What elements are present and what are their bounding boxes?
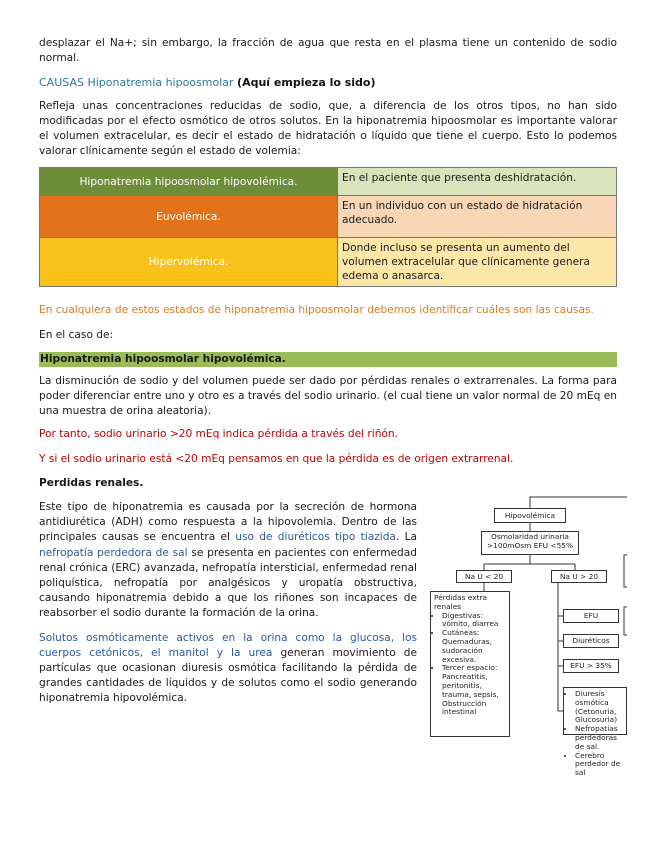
hiponatremia-flowchart [427,491,627,778]
cause-heading-label: CAUSAS Hiponatremia hipoosmolar [39,76,234,90]
document-page [39,36,621,778]
solutes-highlight: Solutos osmóticamente activos en la orina como la glucosa, los cuerpos cetónicos, el manitol y la urea [39,631,417,659]
renal-section [39,500,621,778]
table-row [40,196,617,238]
volemia-state: Hiponatremia hipoosmolar hipovolémica. [40,168,338,196]
cause-heading-note: (Aquí empieza lo sido) [237,76,376,90]
table-row [40,238,617,287]
volemia-description: Donde incluso se presenta un aumento del volumen extracelular que clínicamente genera edema o anasarca. [338,238,617,287]
hipovolemica-box: Hipovolémica [494,508,566,523]
cause-heading [39,75,617,90]
extrarenal-title: Pérdidas extra renales [434,593,488,611]
volemia-description: En el paciente que presenta deshidratación. [338,168,617,196]
case-intro: En el caso de: [39,328,114,341]
renal-text: Este tipo de hiponatremia es causada por la secreción de hormona antidiurética (ADH) como respuesta a la hipovolemia. Dentro de las principales causas se encuentra el [39,501,417,544]
diuretics-highlight: uso de diuréticos tipo tiazida [235,531,396,544]
renal-loss-line: Por tanto, sodio urinario >20 mEq indica pérdida a través del riñón. [39,428,398,441]
decrease-paragraph: La disminución de sodio y del volumen puede ser dado por pérdidas renales o extrarrenales. La forma para poder diferenciar entre uno y otro es a través del sodio urinario. (el cual tiene un valor normal de 20 mEq en una muestra de orina aleatoria). [39,374,617,418]
renal-causes-box [563,687,627,778]
volemia-state: Euvolémica. [40,196,338,238]
list-item: • Cutáneas: Quemaduras, sudoración excesiva. [442,629,506,664]
table-row [40,168,617,196]
volemia-table [39,167,617,287]
renal-text: se presenta en pacientes con enfermedad renal crónica (ERC) avanzada, nefropatía intersticial, enfermedad renal poliquística, nefropatía por analgésicos y uropatía obstructiva, causando hiponatremia debido a que los riñones son incapaces de reabsorber el sodio durante la formación de la orina. [39,546,417,620]
list-item: • Cerebro perdedor de sal [575,752,623,778]
renal-text: . La [395,531,417,544]
efu-box: EFU [563,609,619,623]
list-item: • Digestivas: vómito, diarrea [442,612,506,630]
na-high-box: Na U > 20 [551,570,607,583]
list-item: • Diuresis osmótica (Cetonuria, Glucosuria) [575,690,623,725]
hipovolemic-heading: Hiponatremia hipoosmolar hipovolémica. [39,352,617,367]
efu-high-box: EFU > 35% [563,659,619,673]
extrarenal-box [430,591,510,737]
diureticos-box: Diuréticos [563,634,619,648]
renal-causes-list [567,690,623,778]
volemia-description: En un individuo con un estado de hidratación adecuado. [338,196,617,238]
volemia-state: Hipervolémica. [40,238,338,287]
extrarenal-loss-line: Y si el sodio urinario está <20 mEq pensamos en que la pérdida es de origen extrarrenal. [39,452,514,465]
intro-paragraph: desplazar el Na+; sin embargo, la fracción de agua que resta en el plasma tiene un contenido de sodio normal. [39,37,617,65]
reflects-paragraph: Refleja unas concentraciones reducidas de sodio, que, a diferencia de los otros tipos, no han sido modificadas por el efecto osmótico de otros solutos. En la hiponatremia hipoosmolar es importante valorar el volumen extracelular, es decir el estado de hidratación o líquido que tiene el cuerpo. Esto lo podemos valorar clínicamente según el estado de volemia: [39,99,617,158]
list-item: • Nefropatías perdedoras de sal. [575,725,623,751]
renal-losses-heading: Perdidas renales. [39,476,144,489]
extrarenal-list [434,612,506,718]
causes-note: En cualquiera de estos estados de hiponatremia hipoosmolar debemos identificar cuáles son las causas. [39,304,594,317]
nephropathy-highlight: nefropatía perdedora de sal [39,546,188,559]
solutes-text: generan movimiento de partículas que ocasionan diuresis osmótica facilitando la pérdida de grandes cantidades de líquidos y de solutos como el sodio generando hiponatremia hipovolémica. [39,646,417,705]
list-item: • Tercer espacio: Pancreatitis, peritonitis, trauma, sepsis, Obstrucción intestinal [442,664,506,717]
osmolality-box: Osmolaridad urinaria >100mOsm EFU <55% [481,531,579,555]
renal-paragraph [39,500,417,622]
na-low-box: Na U < 20 [456,570,512,583]
renal-text-column [39,500,417,716]
solutes-paragraph [39,631,417,707]
